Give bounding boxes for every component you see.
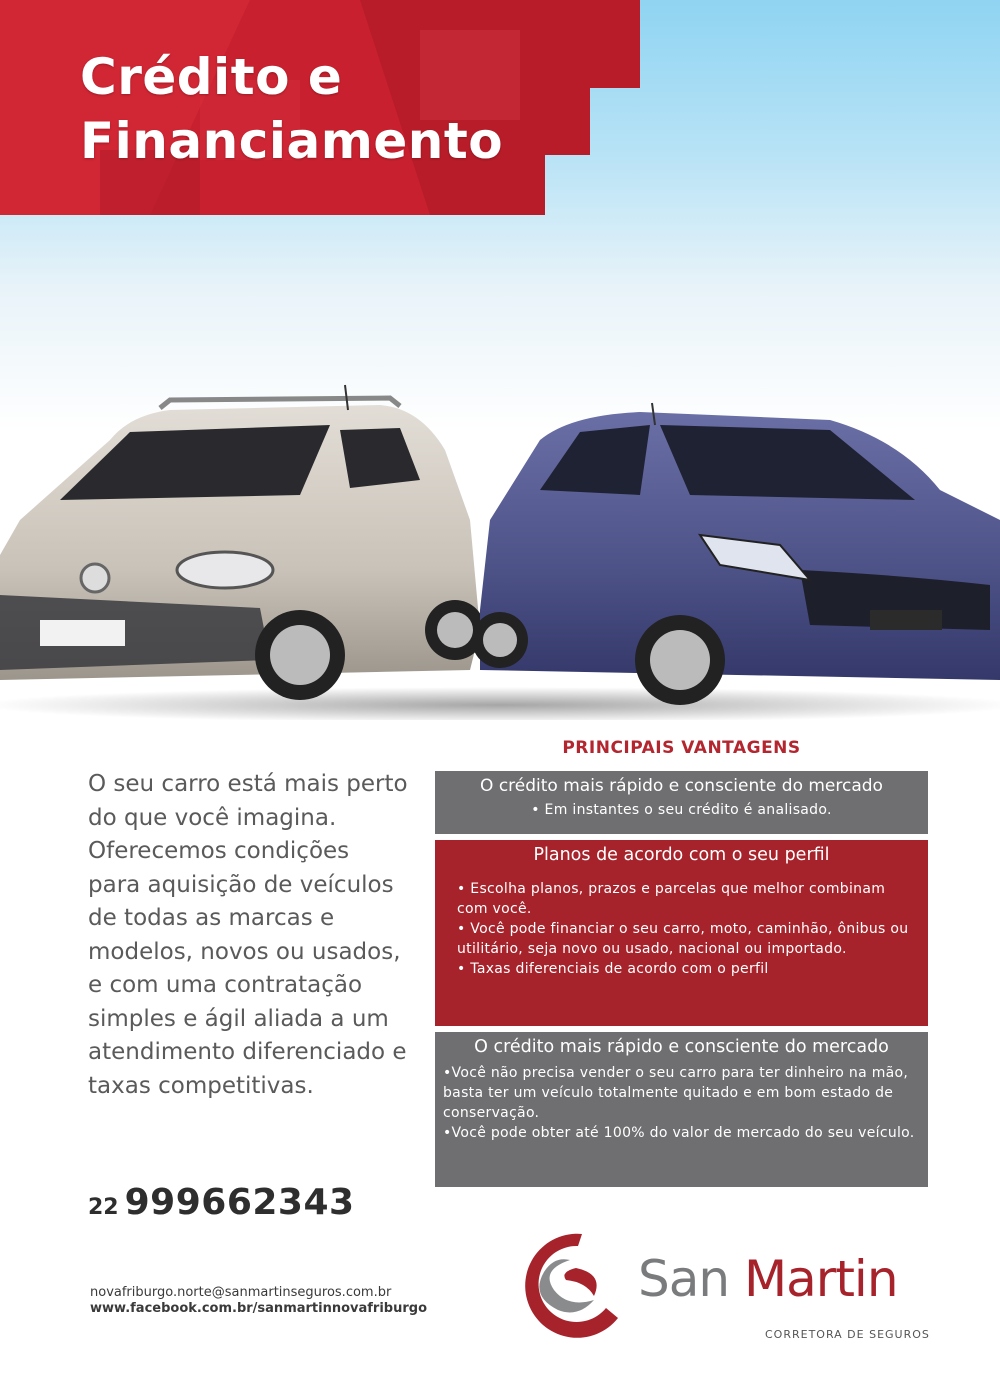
- contact-info: [90, 1285, 427, 1317]
- advantage-box-plans: [435, 840, 928, 1026]
- advantage-box-equity-credit: [435, 1032, 928, 1187]
- logo-word-san: San: [638, 1250, 730, 1308]
- phone-digits: 999662343: [124, 1182, 355, 1223]
- advantage-box-title: Planos de acordo com o seu perfil: [533, 845, 830, 865]
- advantage-bullet: •Você não precisa vender o seu carro para ter dinheiro na mão, basta ter um veículo totalmente quitado e em bom estado de conservação.: [443, 1065, 909, 1121]
- advantage-box-title: O crédito mais rápido e consciente do mercado: [480, 776, 883, 796]
- advantage-bullet: • Taxas diferenciais de acordo com o perfil: [457, 961, 769, 977]
- blue-hatchback-car: [472, 403, 1000, 705]
- advantage-bullet: • Escolha planos, prazos e parcelas que melhor combinam com você.: [457, 881, 886, 917]
- facebook-link[interactable]: www.facebook.com.br/sanmartinnovafriburgo: [90, 1301, 428, 1316]
- san-martin-logo: [520, 1228, 960, 1348]
- phone-number[interactable]: [88, 1182, 355, 1223]
- silver-hatchback-car: [0, 385, 485, 700]
- advantages-heading: PRINCIPAIS VANTAGENS: [562, 738, 801, 758]
- advantage-bullet: •Você pode obter até 100% do valor de mercado do seu veículo.: [443, 1125, 915, 1141]
- logo-word-martin: Martin: [743, 1250, 898, 1308]
- logo-tagline: CORRETORA DE SEGUROS: [765, 1328, 930, 1341]
- advantage-box-fast-credit: [435, 771, 928, 834]
- advantage-bullet: • Em instantes o seu crédito é analisado.: [531, 802, 832, 818]
- email-link[interactable]: novafriburgo.norte@sanmartinseguros.com.br: [90, 1285, 392, 1300]
- page-title-line-2: Financiamento: [80, 112, 504, 170]
- intro-paragraph: O seu carro está mais perto do que você imagina. Oferecemos condições para aquisição de veículos de todas as marcas e modelos, novos ou usados, e com uma contratação simples e ágil aliada a um atendimento diferenciado e taxas competitivas.: [88, 771, 408, 1099]
- advantage-bullet: • Você pode financiar o seu carro, moto, caminhão, ônibus ou utilitário, seja novo ou usado, nacional ou importado.: [457, 921, 909, 957]
- advantage-box-title: O crédito mais rápido e consciente do mercado: [474, 1037, 889, 1057]
- page-title-line-1: Crédito e: [80, 48, 343, 106]
- phone-area-code: 22: [88, 1195, 119, 1220]
- cars-illustration: [0, 370, 1000, 720]
- san-martin-emblem-icon: [520, 1230, 628, 1342]
